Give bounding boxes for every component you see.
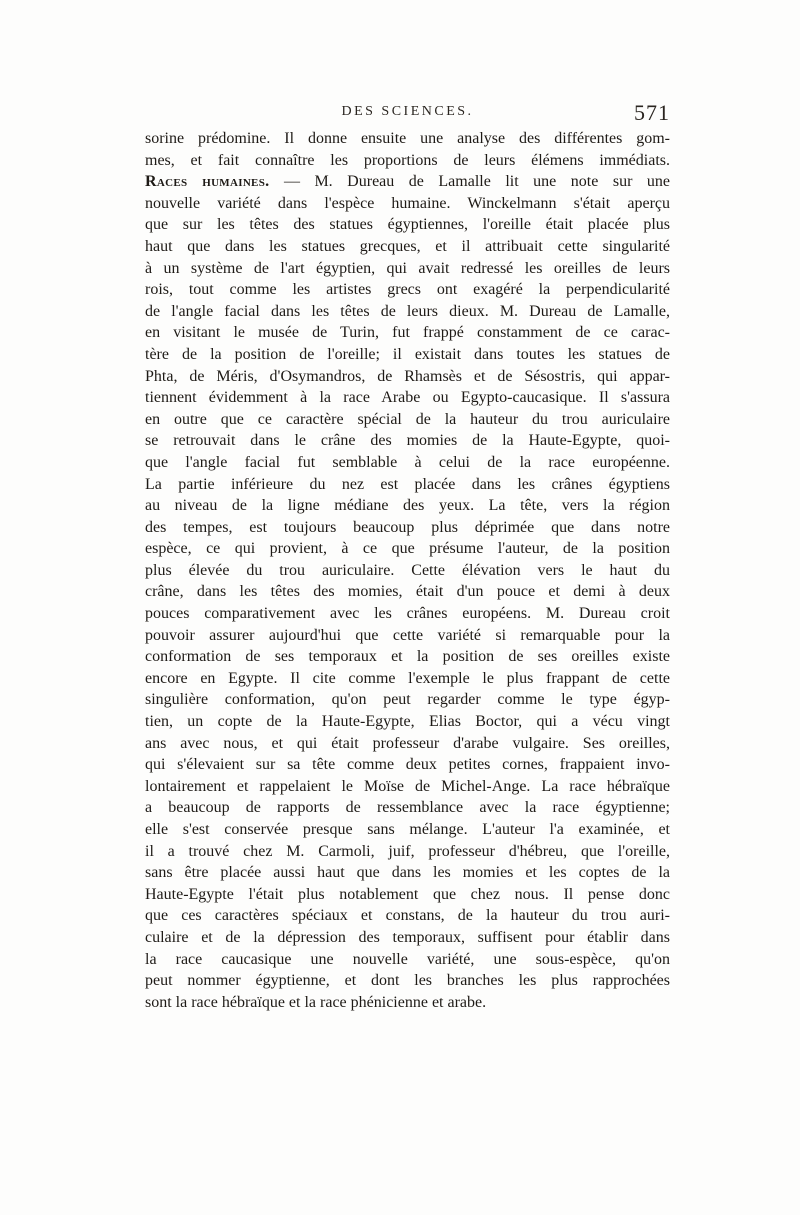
running-title: DES SCIENCES.	[341, 104, 474, 119]
text-line: nouvelle variété dans l'espèce humaine. Winckelmann s'était aperçu	[145, 194, 670, 212]
text-line: au niveau de la ligne médiane des yeux. La tête, vers la région	[145, 497, 670, 515]
text-line: sans être placée aussi haut que dans les momies et les coptes de la	[145, 864, 670, 882]
text-line: haut que dans les statues grecques, et il attribuait cette singularité	[145, 237, 670, 255]
text-line: La partie inférieure du nez est placée dans les crânes égyptiens	[145, 475, 670, 493]
text-line: ans avec nous, et qui était professeur d'arabe vulgaire. Ses oreilles,	[145, 734, 670, 752]
text-line: que sur les têtes des statues égyptiennes, l'oreille était placée plus	[145, 216, 670, 234]
text-line: il a trouvé chez M. Carmoli, juif, professeur d'hébreu, que l'oreille,	[145, 842, 670, 860]
text-line: en outre que ce caractère spécial de la hauteur du trou auriculaire	[145, 410, 670, 428]
text-line: crâne, dans les têtes des momies, était d'un pouce et demi à deux	[145, 583, 670, 601]
text-line: Haute-Egypte l'était plus notablement que chez nous. Il pense donc	[145, 885, 670, 903]
text-line: culaire et de la dépression des temporaux, suffisent pour établir dans	[145, 928, 670, 946]
text-line: en visitant le musée de Turin, fut frappé constamment de ce carac-	[145, 324, 670, 342]
text-line: de l'angle facial dans les têtes de leurs dieux. M. Dureau de Lamalle,	[145, 302, 670, 320]
text-line: qui s'élevaient sur sa tête comme deux petites cornes, frappaient invo-	[145, 756, 670, 774]
text-line-with-heading	[145, 171, 670, 193]
text-line: pouvoir assurer aujourd'hui que cette variété si remarquable pour la	[145, 626, 670, 644]
page-number: 571	[634, 100, 670, 125]
section-heading: Races humaines.	[145, 173, 270, 191]
text-line: lontairement et rappelaient le Moïse de Michel-Ange. La race hébraïque	[145, 777, 670, 795]
text-line: des tempes, est toujours beaucoup plus déprimée que dans notre	[145, 518, 670, 536]
text-line: espèce, ce qui provient, à ce que présume l'auteur, de la position	[145, 540, 670, 558]
text-line: sont la race hébraïque et la race phénicienne et arabe.	[145, 993, 487, 1011]
text-line: — M. Dureau de Lamalle lit une note sur une	[283, 173, 670, 191]
text-line: a beaucoup de rapports de ressemblance avec la race égyptienne;	[145, 799, 670, 817]
text-line: que l'angle facial fut semblable à celui de la race européenne.	[145, 453, 670, 471]
text-line: rois, tout comme les artistes grecs ont exagéré la perpendicularité	[145, 281, 670, 299]
text-line: plus élevée du trou auriculaire. Cette élévation vers le haut du	[145, 561, 670, 579]
text-line: la race caucasique une nouvelle variété, une sous-espèce, qu'on	[145, 950, 670, 968]
text-line: Phta, de Méris, d'Osymandros, de Rhamsès et de Sésostris, qui appar-	[145, 367, 670, 385]
text-line: que ces caractères spéciaux et constans, de la hauteur du trou auri-	[145, 907, 670, 925]
text-line: pouces comparativement avec les crânes européens. M. Dureau croit	[145, 605, 670, 623]
text-line: encore en Egypte. Il cite comme l'exemple le plus frappant de cette	[145, 669, 670, 687]
text-line: mes, et fait connaître les proportions de leurs élémens immédiats.	[145, 151, 670, 169]
text-line: tien, un copte de la Haute-Egypte, Elias Boctor, qui a vécu vingt	[145, 713, 670, 731]
text-line: se retrouvait dans le crâne des momies de la Haute-Egypte, quoi-	[145, 432, 670, 450]
text-line: peut nommer égyptienne, et dont les branches les plus rapprochées	[145, 972, 670, 990]
body-text	[145, 128, 670, 1013]
text-line: tiennent évidemment à la race Arabe ou Egypto-caucasique. Il s'assura	[145, 389, 670, 407]
text-line: à un système de l'art égyptien, qui avait redressé les oreilles de leurs	[145, 259, 670, 277]
text-line: elle s'est conservée presque sans mélange. L'auteur l'a examinée, et	[145, 821, 670, 838]
text-line: singulière conformation, qu'on peut regarder comme le type égyp-	[145, 691, 670, 709]
text-line: conformation de ses temporaux et la position de ses oreilles existe	[145, 648, 670, 666]
text-line: tère de la position de l'oreille; il existait dans toutes les statues de	[145, 345, 670, 363]
text-line: sorine prédomine. Il donne ensuite une analyse des différentes gom-	[145, 130, 670, 147]
running-head	[145, 100, 670, 126]
